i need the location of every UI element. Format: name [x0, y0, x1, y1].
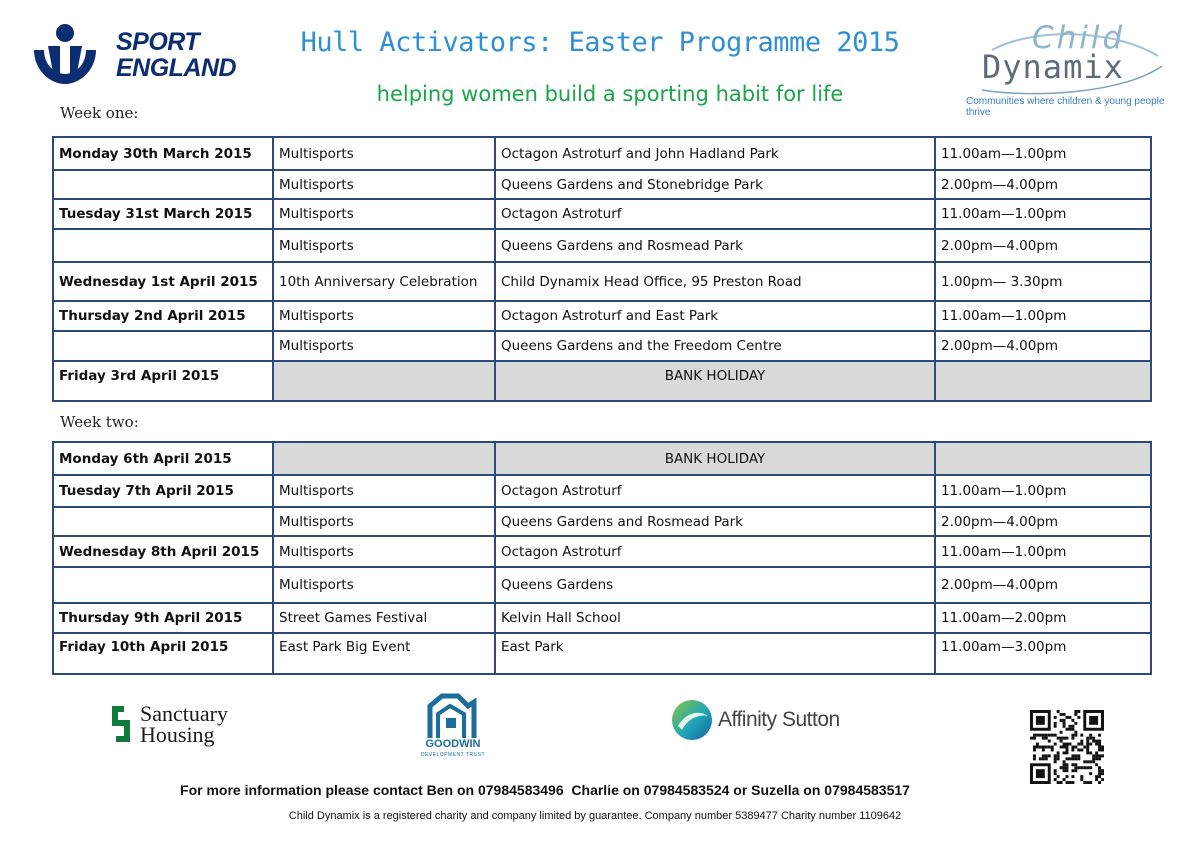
venue-cell: Child Dynamix Head Office, 95 Preston Road	[495, 262, 935, 301]
venue-cell: Queens Gardens	[495, 567, 935, 603]
day-cell: Wednesday 8th April 2015	[53, 536, 273, 567]
venue-cell: Kelvin Hall School	[495, 603, 935, 633]
affinity-emblem-icon	[670, 698, 714, 742]
day-cell	[53, 331, 273, 361]
page-subtitle: helping women build a sporting habit for life	[376, 82, 844, 106]
sport-england-emblem-icon	[30, 20, 100, 88]
day-cell: Tuesday 31st March 2015	[53, 199, 273, 229]
activity-cell: East Park Big Event	[273, 633, 495, 674]
venue-cell: Octagon Astroturf	[495, 536, 935, 567]
day-cell	[53, 229, 273, 262]
holiday-empty-cell	[273, 361, 495, 401]
time-cell: 11.00am—2.00pm	[935, 603, 1151, 633]
goodwin-name: GOODWIN	[425, 738, 481, 750]
day-cell	[53, 170, 273, 199]
activity-cell: Street Games Festival	[273, 603, 495, 633]
time-cell: 11.00am—1.00pm	[935, 199, 1151, 229]
sport-england-line1: SPORT	[116, 28, 200, 56]
sport-england-line2: ENGLAND	[116, 54, 237, 82]
table-row	[53, 331, 1151, 361]
goodwin-subtitle: DEVELOPMENT TRUST	[420, 752, 486, 758]
table-row	[53, 633, 1151, 674]
goodwin-trust-logo	[408, 688, 498, 770]
sanctuary-housing-logo	[110, 702, 250, 748]
sanctuary-line1: Sanctuary	[140, 701, 228, 726]
table-row	[53, 262, 1151, 301]
week-two-table	[52, 441, 1152, 675]
child-dynamix-logo	[962, 20, 1172, 118]
child-dynamix-tagline: Communities where children & young people thrive	[966, 96, 1165, 118]
activity-cell: Multisports	[273, 536, 495, 567]
day-cell: Tuesday 7th April 2015	[53, 475, 273, 507]
qr-code-icon[interactable]	[1030, 710, 1104, 784]
venue-cell: Queens Gardens and Rosmead Park	[495, 229, 935, 262]
sport-england-logo	[30, 20, 240, 88]
table-row	[53, 229, 1151, 262]
venue-cell: Octagon Astroturf and East Park	[495, 301, 935, 331]
child-dynamix-line1: Child	[1032, 20, 1126, 56]
day-cell: Thursday 9th April 2015	[53, 603, 273, 633]
table-row	[53, 301, 1151, 331]
day-cell: Wednesday 1st April 2015	[53, 262, 273, 301]
activity-cell: Multisports	[273, 229, 495, 262]
day-cell: Thursday 2nd April 2015	[53, 301, 273, 331]
bank-holiday-cell: BANK HOLIDAY	[495, 442, 935, 475]
sanctuary-emblem-icon	[110, 702, 134, 746]
table-row	[53, 475, 1151, 507]
time-cell: 11.00am—1.00pm	[935, 475, 1151, 507]
bank-holiday-cell: BANK HOLIDAY	[495, 361, 935, 401]
activity-cell: Multisports	[273, 331, 495, 361]
day-cell: Friday 10th April 2015	[53, 633, 273, 674]
week-two-label: Week two:	[60, 413, 139, 431]
venue-cell: Octagon Astroturf	[495, 475, 935, 507]
child-dynamix-line2: Dynamix	[982, 48, 1124, 86]
time-cell: 2.00pm—4.00pm	[935, 170, 1151, 199]
time-cell: 2.00pm—4.00pm	[935, 229, 1151, 262]
holiday-empty-cell	[935, 442, 1151, 475]
goodwin-emblem-icon	[408, 688, 498, 740]
time-cell: 11.00am—1.00pm	[935, 536, 1151, 567]
week-one-table	[52, 136, 1152, 402]
venue-cell: East Park	[495, 633, 935, 674]
activity-cell: Multisports	[273, 137, 495, 170]
week-one-label: Week one:	[60, 104, 139, 122]
activity-cell: Multisports	[273, 199, 495, 229]
activity-cell: Multisports	[273, 301, 495, 331]
activity-cell: Multisports	[273, 475, 495, 507]
holiday-row	[53, 361, 1151, 401]
time-cell: 2.00pm—4.00pm	[935, 567, 1151, 603]
day-cell	[53, 567, 273, 603]
table-row	[53, 507, 1151, 536]
time-cell: 11.00am—1.00pm	[935, 137, 1151, 170]
day-cell: Monday 30th March 2015	[53, 137, 273, 170]
table-row	[53, 170, 1151, 199]
holiday-row	[53, 442, 1151, 475]
time-cell: 11.00am—3.00pm	[935, 633, 1151, 674]
holiday-empty-cell	[935, 361, 1151, 401]
venue-cell: Queens Gardens and Rosmead Park	[495, 507, 935, 536]
venue-cell: Queens Gardens and the Freedom Centre	[495, 331, 935, 361]
page-title: Hull Activators: Easter Programme 2015	[300, 27, 900, 58]
time-cell: 11.00am—1.00pm	[935, 301, 1151, 331]
day-cell	[53, 507, 273, 536]
table-row	[53, 567, 1151, 603]
affinity-sutton-text: Affinity Sutton	[718, 708, 840, 731]
contact-info: For more information please contact Ben on 07984583496 Charlie on 07984583524 or Suzella on 07984583517	[180, 782, 910, 798]
sanctuary-line2: Housing	[140, 722, 215, 747]
day-cell: Monday 6th April 2015	[53, 442, 273, 475]
activity-cell: 10th Anniversary Celebration	[273, 262, 495, 301]
table-row	[53, 536, 1151, 567]
activity-cell: Multisports	[273, 507, 495, 536]
table-row	[53, 199, 1151, 229]
table-row	[53, 137, 1151, 170]
time-cell: 2.00pm—4.00pm	[935, 331, 1151, 361]
time-cell: 2.00pm—4.00pm	[935, 507, 1151, 536]
venue-cell: Octagon Astroturf	[495, 199, 935, 229]
venue-cell: Octagon Astroturf and John Hadland Park	[495, 137, 935, 170]
day-cell: Friday 3rd April 2015	[53, 361, 273, 401]
charity-info: Child Dynamix is a registered charity and company limited by guarantee. Company number 5389477 Charity number 1109642	[288, 810, 902, 822]
time-cell: 1.00pm— 3.30pm	[935, 262, 1151, 301]
table-row	[53, 603, 1151, 633]
activity-cell: Multisports	[273, 567, 495, 603]
activity-cell: Multisports	[273, 170, 495, 199]
venue-cell: Queens Gardens and Stonebridge Park	[495, 170, 935, 199]
holiday-empty-cell	[273, 442, 495, 475]
affinity-sutton-logo	[670, 698, 860, 744]
